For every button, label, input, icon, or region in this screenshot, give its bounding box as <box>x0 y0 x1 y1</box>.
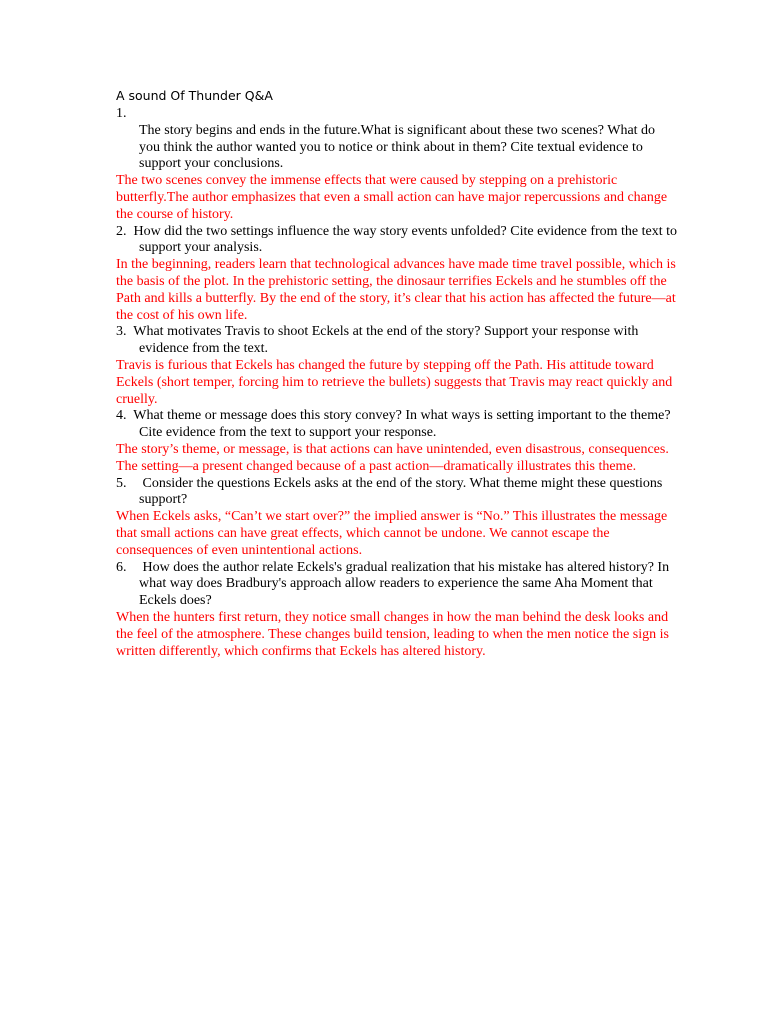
answer-1: The two scenes convey the immense effects that were caused by stepping on a prehistoric butterfly.The author emphasizes that even a small action can have major repercussions and change the course of history. <box>116 173 668 222</box>
answer-6: When the hunters first return, they notice small changes in how the man behind the desk looks and the feel of the atmosphere. These changes build tension, leading to when the men notice the sign is written differently, which confirms that Eckels has altered history. <box>116 609 669 659</box>
answer-5: When Eckels asks, “Can’t we start over?” the implied answer is “No.” This illustrates the message that small actions can have great effects, which cannot be undone. We cannot escape the consequences of even unintentional actions. <box>116 509 668 558</box>
question-number: 6. <box>116 559 127 575</box>
question-text: What theme or message does this story convey? In what ways is setting important to the theme? Cite evidence from the text to support your response. <box>133 408 671 441</box>
document-page <box>116 88 678 660</box>
question-number: 4. <box>116 408 127 424</box>
question-number: 3. <box>116 324 127 340</box>
question-number: 1. <box>116 106 127 121</box>
question-text: How did the two settings influence the way story events unfolded? Cite evidence from the text to support your analysis. <box>133 223 678 256</box>
answer-4: The story’s theme, or message, is that actions can have unintended, even disastrous, consequences. The setting—a present changed because of a past action—dramatically illustrates this theme. <box>116 441 669 474</box>
question-6 <box>116 560 678 610</box>
question-3 <box>116 324 678 358</box>
question-text: How does the author relate Eckels's gradual realization that his mistake has altered history? In what way does Bradbury's approach allow readers to experience the same Aha Moment that Eckels does? <box>139 559 670 609</box>
question-number: 2. <box>116 223 127 239</box>
question-2 <box>116 224 678 258</box>
document-title: A sound Of Thunder Q&A <box>116 88 273 103</box>
answer-3: Travis is furious that Eckels has changed the future by stepping off the Path. His attitude toward Eckels (short temper, forcing him to retrieve the bullets) suggests that Travis may react quickly and cruelly. <box>116 357 673 407</box>
question-1 <box>116 106 678 173</box>
answer-2: In the beginning, readers learn that technological advances have made time travel possible, which is the basis of the plot. In the prehistoric setting, the dinosaur terrifies Eckels and he stumbles off the Path and kills a butterfly. By the end of the story, it’s clear that his action has affected the future—at the cost of his own life. <box>116 257 676 323</box>
question-text: Consider the questions Eckels asks at the end of the story. What theme might these questions support? <box>139 475 663 508</box>
question-number: 5. <box>116 475 127 491</box>
question-text: What motivates Travis to shoot Eckels at the end of the story? Support your response with evidence from the text. <box>133 324 639 357</box>
question-text: The story begins and ends in the future.What is significant about these two scenes? What do you think the author wanted you to notice or think about in them? Cite textual evidence to support your conclusions. <box>139 122 656 172</box>
question-5 <box>116 476 678 510</box>
question-4 <box>116 408 678 442</box>
